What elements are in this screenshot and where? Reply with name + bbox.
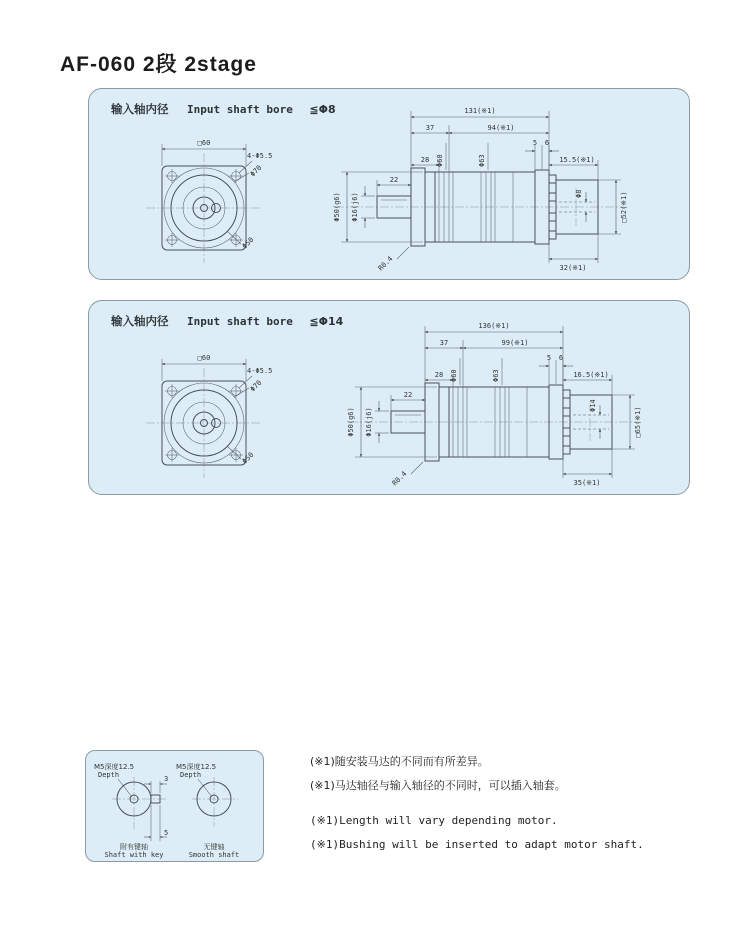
dim-body-dia2: Φ63 — [492, 369, 500, 382]
dim-shaft-length: 22 — [403, 391, 413, 399]
left-depth-label: Depth — [98, 771, 120, 779]
panel-shaft-bore-14 — [88, 300, 690, 495]
dim-shaft-dia: Φ16(j6) — [365, 407, 373, 437]
shaft-with-key-caption-en: Shaft with key — [104, 851, 164, 859]
note-cn-1: (※1)随安装马达的不同而有所差异。 — [310, 755, 489, 768]
dim-overall-length: 136(※1) — [478, 322, 510, 330]
panel-shaft-bore-8 — [88, 88, 690, 280]
dim-6: 6 — [544, 139, 550, 147]
note-en-2: (※1)Bushing will be inserted to adapt motor shaft. — [310, 838, 644, 851]
shaft-with-key-view — [94, 762, 168, 859]
dim-fillet: R0.4 — [376, 254, 395, 273]
smooth-shaft-view — [176, 762, 239, 859]
dim-rear-length: 94(※1) — [487, 124, 515, 132]
left-tap-label: M5深度12.5 — [94, 763, 135, 771]
panel1-header-cn: 输入轴内径 — [111, 102, 169, 116]
shaft-with-key-caption-cn: 附有键轴 — [120, 843, 148, 851]
front-bolt-circle-label: Φ70 — [248, 163, 264, 179]
dim-motor-square: □52(※1) — [620, 191, 628, 223]
dim-shaft-length: 22 — [389, 176, 399, 184]
page-title: AF-060 2段 2stage — [60, 53, 257, 76]
dim-28: 28 — [434, 371, 444, 379]
dim-5: 5 — [546, 354, 552, 362]
dim-bottom-length: 32(※1) — [559, 264, 587, 272]
dim-body-dia1: Φ60 — [450, 369, 458, 382]
dim-shaft-dia: Φ16(j6) — [351, 192, 359, 222]
note-en-1: (※1)Length will vary depending motor. — [310, 814, 558, 827]
front-pilot-label: Φ50 — [240, 450, 256, 466]
dim-bushing: 16.5(※1) — [573, 371, 609, 379]
panel1-side-view — [333, 107, 628, 272]
panel2-header-en: Input shaft bore — [186, 315, 293, 328]
dim-overall-length: 131(※1) — [464, 107, 496, 115]
dim-pilot-dia: Φ50(g6) — [333, 192, 341, 222]
key-width-dim: 3 — [164, 775, 169, 783]
dim-motor-square: □65(※1) — [634, 406, 642, 438]
dim-28: 28 — [420, 156, 430, 164]
dim-bore-dia: Φ14 — [589, 399, 597, 412]
shaft-detail-panel — [85, 750, 264, 862]
panel1-header-en: Input shaft bore — [186, 103, 293, 116]
panel1-header-limit: ≦Φ8 — [309, 103, 336, 116]
dim-bushing: 15.5(※1) — [559, 156, 595, 164]
dim-body-dia2: Φ63 — [478, 154, 486, 167]
key-length-dim: 5 — [164, 829, 169, 837]
dim-body-dia1: Φ60 — [436, 154, 444, 167]
dim-front-length: 37 — [425, 124, 435, 132]
dim-5: 5 — [532, 139, 538, 147]
dim-fillet: R0.4 — [390, 469, 409, 488]
front-bolt-circle-label: Φ70 — [248, 378, 264, 394]
front-pilot-label: Φ50 — [240, 235, 256, 251]
front-bolts-label: 4-Φ5.5 — [247, 367, 273, 375]
panel1-drawing — [89, 89, 689, 279]
front-square-dim-label: □60 — [197, 354, 211, 362]
right-tap-label: M5深度12.5 — [176, 763, 217, 771]
right-depth-label: Depth — [180, 771, 202, 779]
panel2-header-cn: 输入轴内径 — [111, 314, 169, 328]
dim-bore-dia: Φ8 — [575, 189, 583, 198]
dim-6: 6 — [558, 354, 564, 362]
front-square-dim-label: □60 — [197, 139, 211, 147]
panel2-side-view — [347, 322, 642, 487]
panel2-drawing — [89, 301, 689, 494]
panel1-front-view — [146, 139, 272, 263]
shaft-detail-drawing — [86, 751, 263, 861]
note-cn-2: (※1)马达轴径与输入轴径的不同时，可以插入轴套。 — [310, 779, 566, 792]
panel2-front-view — [146, 354, 272, 478]
front-bolts-label: 4-Φ5.5 — [247, 152, 273, 160]
smooth-shaft-caption-en: Smooth shaft — [188, 851, 240, 859]
panel2-header-limit: ≦Φ14 — [309, 315, 344, 328]
dim-front-length: 37 — [439, 339, 449, 347]
dim-rear-length: 99(※1) — [501, 339, 529, 347]
dim-pilot-dia: Φ50(g6) — [347, 407, 355, 437]
dim-bottom-length: 35(※1) — [573, 479, 601, 487]
smooth-shaft-caption-cn: 无键轴 — [203, 843, 225, 851]
